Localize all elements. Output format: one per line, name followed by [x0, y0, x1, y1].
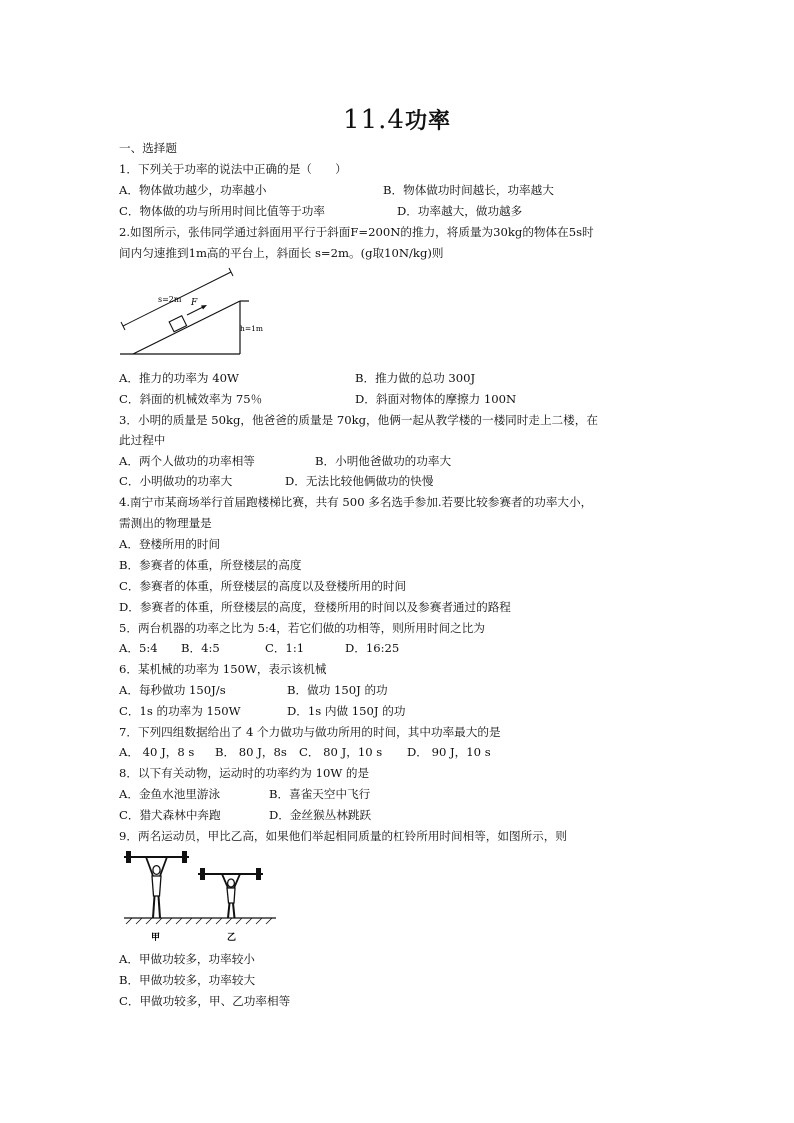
question-7-stem: 7．下列四组数据给出了 4 个力做功与做功所用的时间，其中功率最大的是 — [119, 725, 501, 739]
lifter-yi-leg-left — [228, 903, 230, 918]
force-label: F — [191, 298, 198, 308]
question-3-stem-line-1: 3．小明的质量是 50kg，他爸爸的质量是 70kg，他俩一起从教学楼的一楼同时走上二楼，在 — [119, 413, 598, 427]
lifter-yi-leg-right — [233, 903, 235, 918]
question-5-stem: 5．两台机器的功率之比为 5:4，若它们做的功相等，则所用时间之比为 — [119, 621, 485, 635]
question-5-option-c: C．1:1 — [265, 641, 305, 655]
question-5-option-b: B．4:5 — [181, 641, 220, 655]
question-7-option-a: A． 40 J，8 s — [119, 745, 195, 759]
question-6-option-a: A．每秒做功 150J/s — [119, 683, 226, 697]
lifter-jia-arm-right — [160, 857, 167, 876]
question-6-option-c: C．1s 的功率为 150W — [119, 704, 241, 718]
question-8-option-d: D．金丝猴丛林跳跃 — [269, 808, 372, 822]
section-heading: 一、选择题 — [119, 141, 177, 155]
lifter-jia-head — [153, 866, 160, 875]
question-1-option-c: C．物体做的功与所用时间比值等于功率 — [119, 204, 325, 218]
lifter-yi — [198, 868, 263, 918]
question-9-option-c: C．甲做功较多，甲、乙功率相等 — [119, 994, 291, 1008]
page-title — [0, 104, 794, 135]
question-1-option-d: D．功率越大，做功越多 — [397, 204, 523, 218]
question-7-option-d: D． 90 J，10 s — [407, 745, 491, 759]
lifter-yi-torso — [227, 888, 235, 903]
ground-hatching — [126, 918, 272, 924]
question-5-option-a: A．5:4 — [119, 641, 158, 655]
question-5-option-d: D．16:25 — [345, 641, 400, 655]
question-6-option-b: B．做功 150J 的功 — [287, 683, 388, 697]
title-text: 功率 — [404, 108, 451, 134]
question-8-option-a: A．金鱼水池里游泳 — [119, 787, 221, 801]
question-2-option-d: D．斜面对物体的摩擦力 100N — [355, 392, 517, 406]
question-8-stem: 8．以下有关动物，运动时的功率约为 10W 的是 — [119, 766, 370, 780]
lifter-jia-torso — [152, 876, 161, 896]
question-4-option-b: B．参赛者的体重，所登楼层的高度 — [119, 558, 302, 572]
question-1-option-b: B．物体做功时间越长，功率越大 — [383, 183, 554, 197]
lifter-yi-head — [228, 879, 235, 887]
length-dimension-tick-right — [229, 268, 233, 276]
question-8-option-c: C．猎犬森林中奔跑 — [119, 808, 221, 822]
question-4-option-a: A．登楼所用的时间 — [119, 537, 221, 551]
weightlifter-figure — [120, 848, 280, 948]
question-4-option-d: D．参赛者的体重，所登楼层的高度，登楼所用的时间以及参赛者通过的路程 — [119, 600, 511, 614]
question-3-option-a: A．两个人做功的功率相等 — [119, 454, 255, 468]
lifter-yi-arm-right — [234, 874, 240, 888]
question-4-stem-line-2: 需测出的物理量是 — [119, 516, 212, 530]
force-arrow-head — [201, 305, 207, 310]
question-2-stem-line-2: 间内匀速推到1m高的平台上，斜面长 s=2m。(g取10N/kg)则 — [119, 246, 444, 260]
question-7-option-c: C． 80 J，10 s — [299, 745, 383, 759]
question-6-option-d: D．1s 内做 150J 的功 — [287, 704, 406, 718]
incline-slope-line — [133, 301, 240, 354]
lifter-jia-arm-left — [146, 857, 153, 876]
question-6-stem: 6．某机械的功率为 150W，表示该机械 — [119, 662, 327, 676]
question-3-option-c: C．小明做功的功率大 — [119, 474, 233, 488]
question-1-stem: 1．下列关于功率的说法中正确的是（ ） — [119, 162, 347, 176]
question-9-option-b: B．甲做功较多，功率较大 — [119, 973, 256, 987]
lifter-jia-leg-right — [159, 896, 161, 918]
question-4-stem-line-1: 4.南宁市某商场举行首届跑楼梯比赛，共有 500 多名选手参加.若要比较参赛者的功率大小， — [119, 495, 593, 509]
question-2-stem-line-1: 2.如图所示，张伟同学通过斜面用平行于斜面F=200N的推力，将质量为30kg的物体在5s时 — [119, 225, 594, 239]
title-number: 11.4 — [343, 105, 405, 135]
incline-figure — [115, 266, 263, 360]
label-jia: 甲 — [151, 933, 161, 943]
height-label: h=1m — [240, 324, 263, 333]
lifter-jia-leg-left — [153, 896, 155, 918]
question-7-option-b: B． 80 J，8s — [215, 745, 287, 759]
question-9-option-a: A．甲做功较多，功率较小 — [119, 952, 255, 966]
question-9-stem: 9．两名运动员，甲比乙高，如果他们举起相同质量的杠铃所用时间相等，如图所示，则 — [119, 829, 567, 843]
length-dimension-tick-left — [121, 322, 125, 330]
lifter-jia — [124, 851, 189, 918]
question-3-option-d: D．无法比较他俩做功的快慢 — [285, 474, 434, 488]
question-3-stem-line-2: 此过程中 — [119, 433, 166, 447]
length-label: s=2m — [158, 295, 182, 304]
question-2-option-c: C．斜面的机械效率为 75％ — [119, 392, 263, 406]
question-2-option-a: A．推力的功率为 40W — [119, 371, 239, 385]
lifter-yi-arm-left — [222, 874, 228, 888]
question-2-option-b: B．推力做的总功 300J — [355, 371, 476, 385]
question-4-option-c: C．参赛者的体重，所登楼层的高度以及登楼所用的时间 — [119, 579, 407, 593]
label-yi: 乙 — [227, 933, 237, 943]
question-3-option-b: B．小明他爸做功的功率大 — [315, 454, 452, 468]
question-1-option-a: A．物体做功越少，功率越小 — [119, 183, 267, 197]
question-8-option-b: B．喜雀天空中飞行 — [269, 787, 371, 801]
